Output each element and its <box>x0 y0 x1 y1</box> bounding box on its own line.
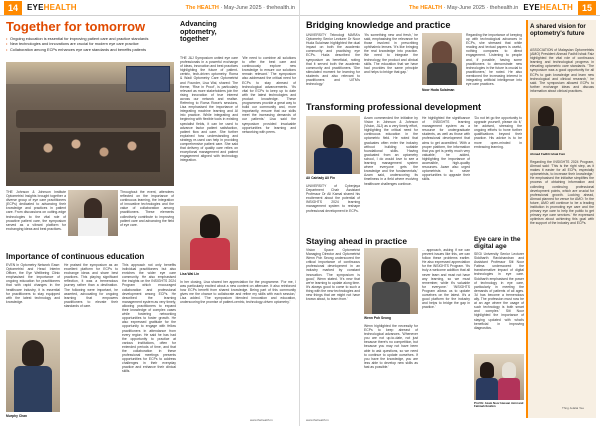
article2-col-2: Azam commended the initiative by Vision in Johnson & Johnson (Vision, J&J) as a very timely effort, highlighting the critical need for continuous education in the optometric field. He noted that graduates often enter the industry without building suitable foundational skills. 'Having graduated from an optometry school, I do would love to see a learning management system where everyone gets the knowledge and the fundamentals,' Azam said, underscoring its timeliness in a field where evolving healthcare challenges continue. <box>364 116 418 186</box>
mid-col-title: Advancing optometry, together <box>180 19 217 44</box>
article2-col-3: He highlighted the significance of INSIGHTS learning management system as a resource for undergraduate students, as well as those with professional development that aims to get accredited. 'With a proper platform, the information that you get is pretty much very valuable,' he added, highlighting the importance of accessible, high-quality resources. Azam also urged optometrists to seize opportunities to upgrade their skills. <box>422 116 470 182</box>
murphy-portrait <box>6 330 60 412</box>
bullet-item: • New technologies and innovations are crucial for modern eye care practice <box>6 41 139 47</box>
sidebar-credit: Thng Jelalai Yee <box>562 406 585 410</box>
brand-logo-right: EYEHEALTH <box>523 3 573 12</box>
article2-col-4: 'Do not let go the opportunity to upgrade yourself, please do it,' he advised, stressing the ongoing efforts to hone further qualifications beyond their practice. His advice is to be more open-minded in embracing learning. <box>474 116 522 149</box>
noor-portrait <box>422 33 462 85</box>
left-intro-text: THE Johnson & Johnson Institute Optometrist Insights brought together a diverse group of eye care practitioners (ECPs) dedicated to advancing their knowledge and practices in patient care. From discussions on cutting-edge technologies to the vital role of proactive patient care, the symposium served as a vibrant platform for exchanging ideas and best practices. <box>6 190 66 231</box>
fig-caption: Prof Dr. Azam Noor Hassan Azmi and Fatimah Ibrahim <box>474 401 524 409</box>
lisa-caption: Lisa Wai Lin <box>180 272 200 276</box>
left-photo-caption: Throughout the event, attendees reflected on the importance of continuous learning, the integration of innovative technologies and the value of collaboration among practitioners. These elements collectively contribute to improving patient care and advancing the field of eye care. <box>120 190 174 227</box>
sidebar-title: A shared vision for optometry's future <box>530 23 586 37</box>
article1-col-1: UNIVERSITY Teknologi MARA's Optometry Senior Lecturer Dr Noor Huda Sulaiman highlighted the dual impact on both the academic community and practising eye ECPs. Huda described the symposium as beneficial, noting that it served both the academic community and practitioners. 'She stimulated moment for learning for students and also relevant to practitioners and UiTM's technology.' <box>306 33 360 87</box>
article4-col-1: SEGi University Senior Lecturer Siddharth Ravichandran and Assistant Professor Siti Noor Fatima underscored the transformative impact of digital technologies in eye care. Siddharth emphasised the power of technology in eye care, particularly in meeting the demands of patients of all ages. 'AI has become a tremendous ally. The profession must now be at an age where the usage of such technology is both smart and complex.' Siti Noor highlighted the importance of staying updated with what's beneficial in improving diagnostics. <box>474 252 524 330</box>
murphy-caption: Murphy Chan <box>6 414 28 418</box>
ahmad-caption: Ahmad Fadhli Ishak Faiz <box>530 152 566 156</box>
right-meta: The HEALTH · May-June 2025 · thehealth.in <box>408 4 519 11</box>
left-footer: www.thehealth.in <box>250 418 273 422</box>
left-header <box>0 0 299 16</box>
brand-logo: EYEHEALTH <box>27 3 77 12</box>
siddharth-siti-photo <box>474 354 524 400</box>
article1-col-2: 'It's something new and fresh,' he said, emphasising the relevance for those involved in prescribing ophthalmic lenses. 'It's like bringing the real knowledge into practice. We need to integrate the technology, the product and clinical skills. The education that we have had provides the same principle and helps to bridge that gap.' <box>364 33 418 74</box>
right-header <box>300 0 600 16</box>
education-col-2: He praised the symposium as an excellent platform for ECPs to exchange ideas and share best practices. This playing significant reflection, it was a tremendous journey rather than a destination. The following were important, he asserted, advocating for ongoing learning that empowers practitioners to elevate their standards of care. <box>64 263 118 308</box>
lisa-portrait <box>180 206 238 270</box>
continuous-education-heading: Importance of continuous education <box>6 252 145 261</box>
article1-title: Bridging knowledge and practice <box>306 20 451 30</box>
mid-col-text-2: 'We need to combine all solutions to offer the best care and continuously explore new knowledge to ensure our solutions remain relevant.' The symposium also addressed the critical need for ECPs to stay abreast of technological advancements. 'It's vital for ECPs to keep up to date with the latest technologies and product knowledge. These programmes provide a great way to build our community and, more importantly, ensure that our skills meet the increasing demands of our patients.' Lisa said the symposium provided invaluable opportunities for learning and networking with peers. <box>242 56 296 134</box>
noor-caption: Noor Huda Sulaiman <box>422 88 455 92</box>
article3-title: Staying ahead in practice <box>306 236 407 246</box>
article3-col-3: ... approach, asking if we can prevent issues like this, we can follow these problems earlier. He also expressed appreciation for the INSIGHTS Program. 'It's truly a welcome addition that all never learn and must not have any learning, so we must remember, while it's valuable for everyone.' 'INSIGHTS Program allows us to update ourselves on the latest. It's a good platform for the industry and helps to bridge the gap in practice.' <box>422 248 470 310</box>
mid-col-text: THE J&J Symposium united eye care professionals in a powerful exchange of ideas, innovation and best practices highlighting the future of patient-centric, tech-driven optometry. Roma & Wadi Optometry Care Optometrist and Founder, Lisa Wai, shared: The theme, 'Rise in Proof', is particularly relevant as more stakeholders join the rising innovation of true interest across our network and realise. Referring to Roma Rowe's sessions, Lisa emphasised the importance of integrating machine learning and AI into practice. While integrating and beginning with flexible tools in existing specialist fields, it can be used to advance factor patient satisfaction, patient flow and care. She further explained how understanding and strategy re-used can help in providing comprehensive patient care. She said that delivery of quality care relies on exceptional management and patient engagement aligned with technology integration. <box>180 56 238 163</box>
right-page-number: 15 <box>578 1 596 15</box>
ali-caption: Ali Cairlady Ali Fin <box>306 176 336 180</box>
article1-col-3: Regarding the importance of keeping up with technological advances in ECPs, she stressed that while reading and textual papers is useful, nothing compares to direct engagement. 'Listening to people and, if possible, having some practitioners to demonstrate new technologies in the future is crucial to practitioners,' he noted. He also mentioned the increasing interest in integrating artificial intelligence into eye care practices. <box>466 33 522 87</box>
right-footer: www.thehealth.in <box>306 418 329 422</box>
wenn-caption: Wenn Poh Seong <box>364 316 392 320</box>
article3-col-1: Vision Space Optometrist Managing Director and Optometrist Wenn Poh Seong underscored the critical importance of continuous professional development in an industry marked by constant innovation. 'The symposium is good,' Wenn stated. 'It's new that we're learning to update along time. It's always good to come to such a thing with the new technologies and new things that we might not have known about, to learn from.' <box>306 248 360 302</box>
bullet-item: • Collaboration among ECPs enhances eye care standards and benefits patients <box>6 46 147 52</box>
event-photo <box>6 62 174 186</box>
wenn-portrait <box>364 248 418 314</box>
sidebar-text-2: Regarding the INSIGHTS 2024 Program, Ahmad said: 'This is the right step, as it makes it easier for all ECPs, especially optometrists, to increase their knowledge.' He emphasised the initiative simplifies the process of obtaining information and collecting continuing professional development points, which are crucial for professional growth. Looking ahead, Ahmad planned for venue for AMO: 'In the future, AMO will continue to be a leading institution in promoting eye care and the primary eye care to help the public to get primary eye care services.' He expressed optimism about achieving this goal with the support of the industry and ECPs. <box>530 160 594 226</box>
article2-title: Transforming professional development <box>306 102 482 112</box>
bullet-item: • Ongoing education is essential for improving patient care and practice standards <box>6 36 149 41</box>
article4-title: Eye care in the digital age <box>474 236 521 250</box>
ahmad-portrait <box>530 98 562 150</box>
small-photo <box>68 190 118 236</box>
sidebar-text: ASSOCIATION of Malaysian Optometrists (AMO) President Ahmad Fadhli Ishak Faiz highlighted the vital role of continuous learning and technological progress in elevating optometric care standards. 'The symposium was a good opportunity for all ECPs to gain knowledge and learn new technological and clinical research,' he said. The symposium allowed ECPs to further exchange ideas and discuss information about clinical practices. <box>530 48 594 93</box>
mid-col-text-3: In her closing, Lisa shared her appreciation for the programme. 'For me, I was particularly excited about a new content on aftercare. It also reinforced how ECPs benefit from shared knowledge. Being part of this community gives me the chance to collaborate and refine my skills with each session,' Lisa added. 'The symposium blended innovation and education, underscoring the promise of patient-centric, technology-driven optometry.' <box>180 280 296 305</box>
article2-col-1: UNIVERSITY of Cyberjaya Department Chair Assistant Professor Dr Ali Kamal shared his excitement about the potential of INSIGHTS 2024 learning management system to reshape professional development in ECPs. <box>306 184 360 213</box>
left-headline: Together for tomorrow <box>6 19 146 34</box>
ali-portrait <box>306 116 360 174</box>
left-headline-block <box>6 20 176 53</box>
left-page-number: 14 <box>4 1 22 15</box>
left-bullets <box>6 37 176 52</box>
right-page <box>300 0 600 426</box>
article3-col-2: Wenn highlighted the necessity for ECPs to keep abreast of technological advances. 'Whenever you are not up-to-date, not just because there's no competition, but because you may not have been able to ask questions, so we need to continue to update ourselves. If you have the knowledge, you are less able to develop new skills as fast as possible.' <box>364 324 418 369</box>
left-meta: The HEALTH · May-June 2025 · thehealth.in <box>185 4 295 11</box>
education-col-3: This approach not only benefits individual practitioners but also enriches the wider eye care community. He also emphasised the insights on the INSIGHTS 2024 Program which encouraged collaboration and professional development among ECPs. He described the learning management system as very timely, allowing practitioners to expand their knowledge of complex cases while fostering networking opportunities to foster growth. He also expressed gratitude for the opportunity to engage with fellow practitioners in attendance from every region. He said he has had the opportunity to practice at various institutions, often for extended periods of time, and that the collaboration in these professional meetings presents opportunities for ECPs to address challenges in their everyday practice and enhance their clinical skills. <box>122 263 176 374</box>
education-col-1: EVEN in Optometry Network Ease: Optometrist and Head Interim Officer, the Eye Wellbeing Clinic emphasised the importance of ongoing education for practitioners that with rapid changes in the healthcare industry, it is essential for practitioners to stay equipped with the latest technology and knowledge. <box>6 263 60 304</box>
